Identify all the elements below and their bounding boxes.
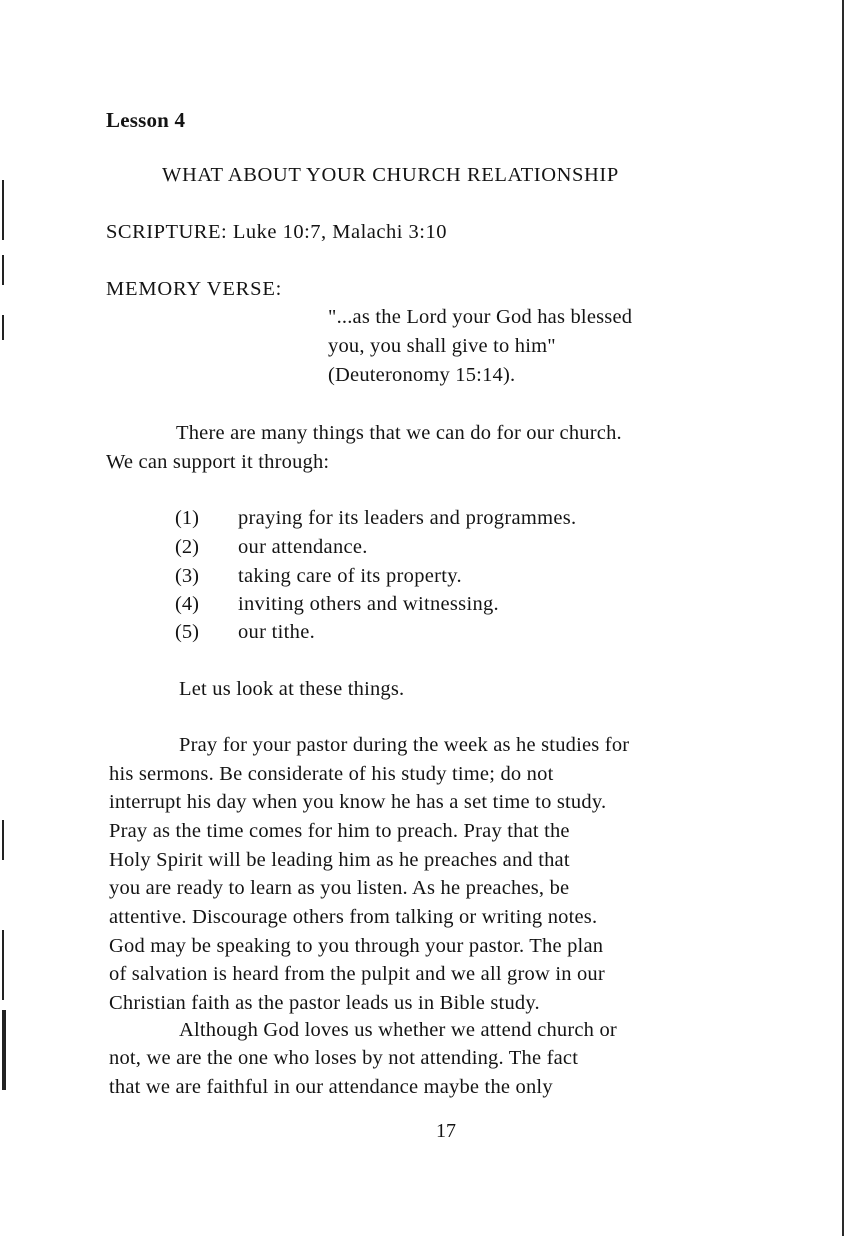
list-item: our attendance. — [238, 536, 368, 558]
list-item: praying for its leaders and programmes. — [238, 507, 577, 529]
scan-edge-mark — [2, 1010, 6, 1090]
list-number: (5) — [175, 621, 199, 643]
page-number: 17 — [436, 1120, 456, 1142]
page-edge-line — [842, 0, 844, 1236]
memory-verse-line: "...as the Lord your God has blessed — [328, 306, 633, 328]
paragraph-line: that we are faithful in our attendance maybe the only — [109, 1076, 553, 1098]
paragraph-line: Although God loves us whether we attend church or — [179, 1019, 617, 1041]
scan-edge-mark — [2, 315, 4, 340]
scan-edge-mark — [2, 930, 4, 1000]
list-item: our tithe. — [238, 621, 316, 643]
paragraph-line: Holy Spirit will be leading him as he preaches and that — [109, 849, 570, 871]
scan-edge-mark — [2, 255, 4, 285]
lesson-label: Lesson 4 — [106, 108, 186, 132]
paragraph-line: Pray as the time comes for him to preach. Pray that the — [109, 820, 570, 842]
page-title: WHAT ABOUT YOUR CHURCH RELATIONSHIP — [162, 164, 619, 186]
scan-edge-mark — [2, 180, 4, 240]
memory-verse-label: MEMORY VERSE: — [106, 278, 283, 300]
paragraph-line: attentive. Discourage others from talking or writing notes. — [109, 906, 598, 928]
list-number: (2) — [175, 536, 199, 558]
list-number: (3) — [175, 565, 199, 587]
list-item: taking care of its property. — [238, 565, 462, 587]
list-item: inviting others and witnessing. — [238, 593, 499, 615]
paragraph-line: interrupt his day when you know he has a set time to study. — [109, 791, 607, 813]
intro-line: There are many things that we can do for our church. — [176, 422, 622, 444]
paragraph-line: Pray for your pastor during the week as he studies for — [179, 734, 630, 756]
paragraph-line: of salvation is heard from the pulpit and we all grow in our — [109, 963, 605, 985]
paragraph-line: his sermons. Be considerate of his study time; do not — [109, 763, 554, 785]
scripture-reference: SCRIPTURE: Luke 10:7, Malachi 3:10 — [106, 221, 447, 243]
list-number: (4) — [175, 593, 199, 615]
intro-line: We can support it through: — [106, 451, 330, 473]
paragraph-line: you are ready to learn as you listen. As he preaches, be — [109, 877, 570, 899]
list-number: (1) — [175, 507, 199, 529]
paragraph-line: God may be speaking to you through your pastor. The plan — [109, 935, 604, 957]
scan-edge-mark — [2, 820, 4, 860]
paragraph-line: not, we are the one who loses by not attending. The fact — [109, 1047, 579, 1069]
memory-verse-line: (Deuteronomy 15:14). — [328, 364, 516, 386]
paragraph-line: Christian faith as the pastor leads us in Bible study. — [109, 992, 540, 1014]
memory-verse-line: you, you shall give to him" — [328, 335, 556, 357]
transition-line: Let us look at these things. — [179, 678, 405, 700]
